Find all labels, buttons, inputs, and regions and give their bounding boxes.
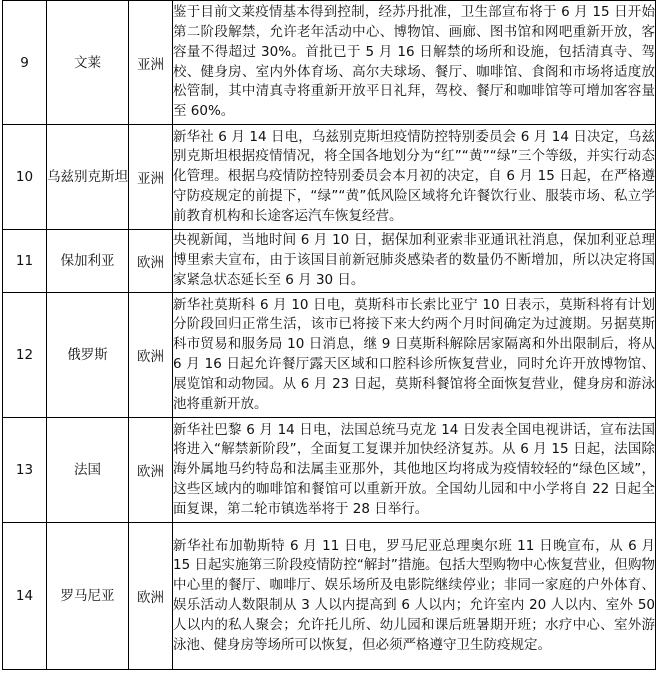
- table-row: [3, 125, 656, 230]
- table-row: [3, 293, 656, 418]
- measure-detail: 新华社莫斯科 6 月 10 日电，莫斯科市长索比亚宁 10 日表示，莫斯科将有计划分阶段回归正常生活，该市已将接下来大约两个月时间确定为过渡期。另据莫斯科市贸易和服务局 10 日消息，继 9 日莫斯科解除居家隔离和外出限制后，将从 6 月 16 日起允许餐厅露天区域和口腔科诊所恢复营业，同时允许开放博物馆、展览馆和动物园。从 6 月 23 日起，莫斯科餐馆将全面恢复营业，健身房和游泳池将重新开放。: [173, 293, 656, 418]
- measure-detail: 新华社巴黎 6 月 14 日电，法国总统马克龙 14 日发表全国电视讲话，宣布法国将进入“解禁新阶段”，全面复工复课并加快经济复苏。从 6 月 15 日起，法国除海外属地马约特岛和法属圭亚那外，其他地区均将成为疫情较轻的“绿色区域”，这些区域内的咖啡馆和餐馆可以重新开放。全国幼儿园和中小学将自 22 日起全面复课，第二轮市镇选举将于 28 日举行。: [173, 418, 656, 523]
- row-number: 14: [3, 523, 47, 670]
- measure-detail: 央视新闻，当地时间 6 月 10 日，据保加利亚索非亚通讯社消息，保加利亚总理博里索夫宣布，由于该国目前新冠肺炎感染者的数量仍不断增加，所以决定将国家紧急状态延长至 6 月 30 日。: [173, 230, 656, 293]
- country-name: 法国: [47, 418, 129, 523]
- measure-detail: 新华社 6 月 14 日电，乌兹别克斯坦疫情防控特别委员会 6 月 14 日决定，乌兹别克斯坦根据疫情情况，将全国各地划分为“红”“黄”“绿”三个等级，并实行动态化管理。根据乌疫情防控特别委员会本月初的决定，自 6 月 15 日起，在严格遵守防疫规定的前提下，“绿”“黄”低风险区域将允许餐饮行业、服装市场、私立学前教育机构和长途客运汽车恢复经营。: [173, 125, 656, 230]
- region-name: 欧洲: [129, 418, 173, 523]
- region-name: 亚洲: [129, 1, 173, 125]
- row-number: 11: [3, 230, 47, 293]
- table-row: [3, 418, 656, 523]
- measures-table: [2, 0, 656, 670]
- region-name: 亚洲: [129, 125, 173, 230]
- region-name: 欧洲: [129, 293, 173, 418]
- table-row: [3, 523, 656, 670]
- row-number: 9: [3, 1, 47, 125]
- measure-detail: 鉴于目前文莱疫情基本得到控制，经苏丹批准，卫生部宣布将于 6 月 15 日开始第二阶段解禁，允许老年活动中心、博物馆、画廊、图书馆和网吧重新开放，客容量不得超过 30%。首批已于 5 月 16 日解禁的场所和设施，包括清真寺、驾校、健身房、室内外体育场、高尔夫球场、餐厅、咖啡馆、食阁和市场将适度放松管制，其中清真寺将重新开放平日礼拜，驾校、餐厅和咖啡馆等可增加客容量至 60%。: [173, 1, 656, 125]
- region-name: 欧洲: [129, 523, 173, 670]
- region-name: 欧洲: [129, 230, 173, 293]
- table-row: [3, 1, 656, 125]
- row-number: 12: [3, 293, 47, 418]
- row-number: 13: [3, 418, 47, 523]
- country-name: 保加利亚: [47, 230, 129, 293]
- country-name: 文莱: [47, 1, 129, 125]
- table-row: [3, 230, 656, 293]
- country-name: 乌兹别克斯坦: [47, 125, 129, 230]
- country-name: 俄罗斯: [47, 293, 129, 418]
- measure-detail: 新华社布加勒斯特 6 月 11 日电，罗马尼亚总理奥尔班 11 日晚宣布，从 6 月 15 日起实施第三阶段疫情防控“解封”措施。包括大型购物中心恢复营业，但购物中心里的餐厅、咖啡厅、娱乐场所及电影院继续停业；非同一家庭的户外体育、娱乐活动人数限制从 3 人以内提高到 6 人以内；允许室内 20 人以内、室外 50 人以内的私人聚会；允许托儿所、幼儿园和课后班暑期开班；水疗中心、室外游泳池、健身房等场所可以恢复，但必须严格遵守卫生防疫规定。: [173, 523, 656, 670]
- row-number: 10: [3, 125, 47, 230]
- country-name: 罗马尼亚: [47, 523, 129, 670]
